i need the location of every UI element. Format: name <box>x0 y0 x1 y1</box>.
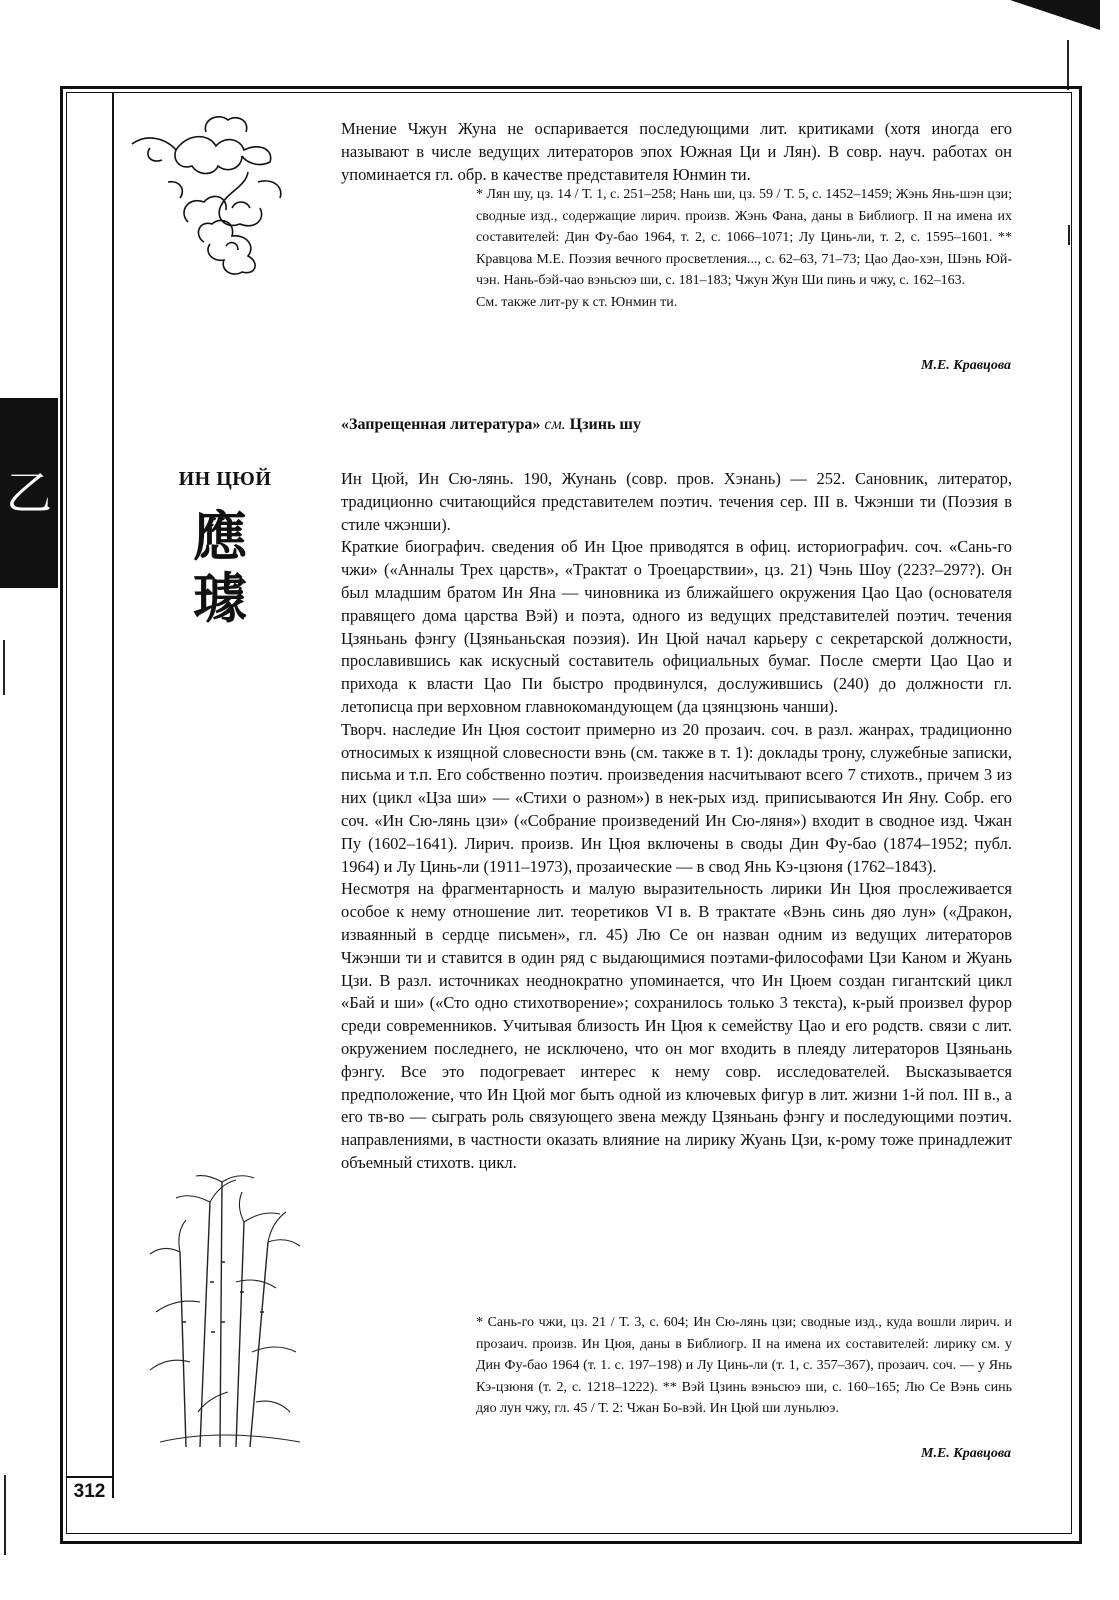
entry-paragraph: Несмотря на фрагментарность и малую выразительность лирики Ин Цюя прослеживается особое к нему отношение лит. теоретиков VI в. В трактате «Вэнь синь дяо лун» («Дракон, изваянный в сердце письмен», гл. 45) Лю Се он назван одним из ведущих литераторов Чжэнши ти и ставится в один ряд с выдающимися поэтами-философами Цзи Каном и Жуань Цзи. В разл. источниках неоднократно упоминается, что Ин Цюем создан гигантский цикл «Бай и ши» («Сто одно стихотворение»; сохранилось только 3 текста), к-рый произвел фурор среди современников. Учитывая близость Ин Цюя к семейству Цао и его родств. связи с лит. окружением последнего, не исключено, что он мог входить в плеяду литераторов Цзяньань фэнгу. Все это подогревает интерес к нему совр. исследователей. Высказывается предположение, что Ин Цюй мог быть одной из ключевых фигур в лит. жизни 1-й пол. III в., а его тв-во — сыграть роль связующего звена между Цзяньань фэнгу и последующими поэтич. направлениями, в частности оказать влияние на лирику Жуань Цзи, к-рому тоже принадлежит объемный стихотв. цикл. <box>341 879 1012 1172</box>
scan-edge-mark <box>4 1475 6 1555</box>
entry-paragraph: Творч. наследие Ин Цюя состоит примерно из 20 прозаич. соч. в разл. жанрах, традиционно относимых к изящной словесности вэнь (см. также в т. 1): доклады трону, служебные записки, письма и т.п. Его собственно поэтич. произведения насчитывают всего 7 стихотв., причем 3 из них (цикл «Цза ши» — «Стихи о разном») в нек-рых изд. приписываются Ин Яну. Собр. его соч. «Ин Сю-лянь цзи» («Собрание произведений Ин Сю-ляня») входит в сводное изд. Чжан Пу (1602–1641). Лирич. произв. Ин Цюя включены в своды Дин Фу-бао (1874–1952; публ. 1964) и Лу Цинь-ли (1911–1973), прозаические — в свод Янь Кэ-цзюня (1762–1843). <box>341 719 1012 876</box>
entry-refs-text: * Сань-го чжи, цз. 21 / Т. 3, с. 604; Ин Сю-лянь цзи; сводные изд., куда вошли лирич. и прозаич. произв. Ин Цюя, даны в Библиогр. II на имена их составителей: лирику см. у Дин Фу-бао 1964 (т. 1. с. 197–198) и Лу Цинь-ли (т. 1, с. 357–367), прозаич. соч. — у Янь Кэ-цзюня (т. 2, с. 1218–1222). ** Вэй Цзинь вэньсюэ ши, с. 160–165; Лю Се Вэнь синь дяо лун чжу, гл. 45 / Т. 2: Чжан Бо-вэй. Ин Цюй ши луньлюэ. <box>476 1315 1012 1416</box>
intro-text: Мнение Чжун Жуна не оспаривается последующими лит. критиками (хотя иногда его называют в числе ведущих литераторов эпох Южная Ци и Лян). В совр. науч. работах он упоминается гл. обр. в качестве представителя Юнмин ти. <box>341 119 1012 184</box>
entry-paragraph: Краткие биографич. сведения об Ин Цюе приводятся в офиц. историографич. соч. «Сань-го чжи» («Анналы Трех царств», «Трактат о Троецарствии», цз. 21) Чэнь Шоу (223?–297?). Он был младшим братом Ин Яна — чиновника из ближайшего окружения Цао Цао (основателя правящего дома царства Вэй) и поэта, одного из ведущих представителей поэтич. течения Цзяньань фэнгу (Цзяньаньская поэзия). Ин Цюй начал карьеру с секретарской должности, прославившись как искусный составитель официальных бумаг. После смерти Цао Цао и прихода к власти Цао Пи быстро продвинулся, дослужившись (240) до должности гл. летописца при верховном главнокомандующем (да цзянцзюнь чанши). <box>341 537 1012 716</box>
xref-target: Цзинь шу <box>569 416 641 433</box>
page-number: 312 <box>66 1476 113 1506</box>
entry-references <box>476 1312 1012 1420</box>
entry-body <box>341 468 1012 1175</box>
scan-corner-mark <box>1010 0 1100 30</box>
entry-author: М.Е. Кравцова <box>921 1446 1011 1461</box>
cross-reference <box>341 416 641 434</box>
entry-paragraph: Ин Цюй, Ин Сю-лянь. 190, Жунань (совр. пров. Хэнань) — 252. Сановник, литератор, традиционно считающийся представителем поэтич. течения сер. III в. Чжэнши ти (Поэзия в стиле чжэнши). <box>341 469 1012 534</box>
xref-see: см. <box>544 416 566 433</box>
cloud-ornament-icon <box>128 112 320 280</box>
side-tab-glyph: 乙 <box>6 466 52 520</box>
intro-references <box>476 184 1012 313</box>
intro-refs-text: * Лян шу, цз. 14 / Т. 1, с. 251–258; Нань ши, цз. 59 / Т. 5, с. 1452–1459; Жэнь Янь-шэн цзи; сводные изд., содержащие лирич. произв. Жэнь Фана, даны в Библиогр. II на имена их составителей: Дин Фу-бао 1964, т. 2, с. 1066–1071; Лу Цинь-ли, т. 2, с. 1595–1601. ** Кравцова М.Е. Поэзия вечного просветления..., с. 62–63, 71–73; Цао Дао-хэн, Шэнь Юй-чэн. Нань-бэй-чао вэньсюэ ши, с. 181–183; Чжун Жун Ши пинь и чжу, с. 162–163. <box>476 187 1012 288</box>
xref-term: «Запрещенная литература» <box>341 416 541 433</box>
intro-author: М.Е. Кравцова <box>921 358 1011 373</box>
intro-paragraph <box>341 118 1012 186</box>
scan-edge-mark <box>3 640 5 695</box>
entry-hanzi: 應璩 <box>193 504 247 630</box>
gutter-rule <box>112 93 114 1498</box>
entry-headword: ИН ЦЮЙ <box>178 468 272 490</box>
side-tab <box>0 398 58 588</box>
scan-edge-mark <box>1067 40 1069 90</box>
intro-see-also: См. также лит-ру к ст. Юнмин ти. <box>476 294 678 310</box>
bamboo-illustration-icon <box>140 1162 320 1452</box>
